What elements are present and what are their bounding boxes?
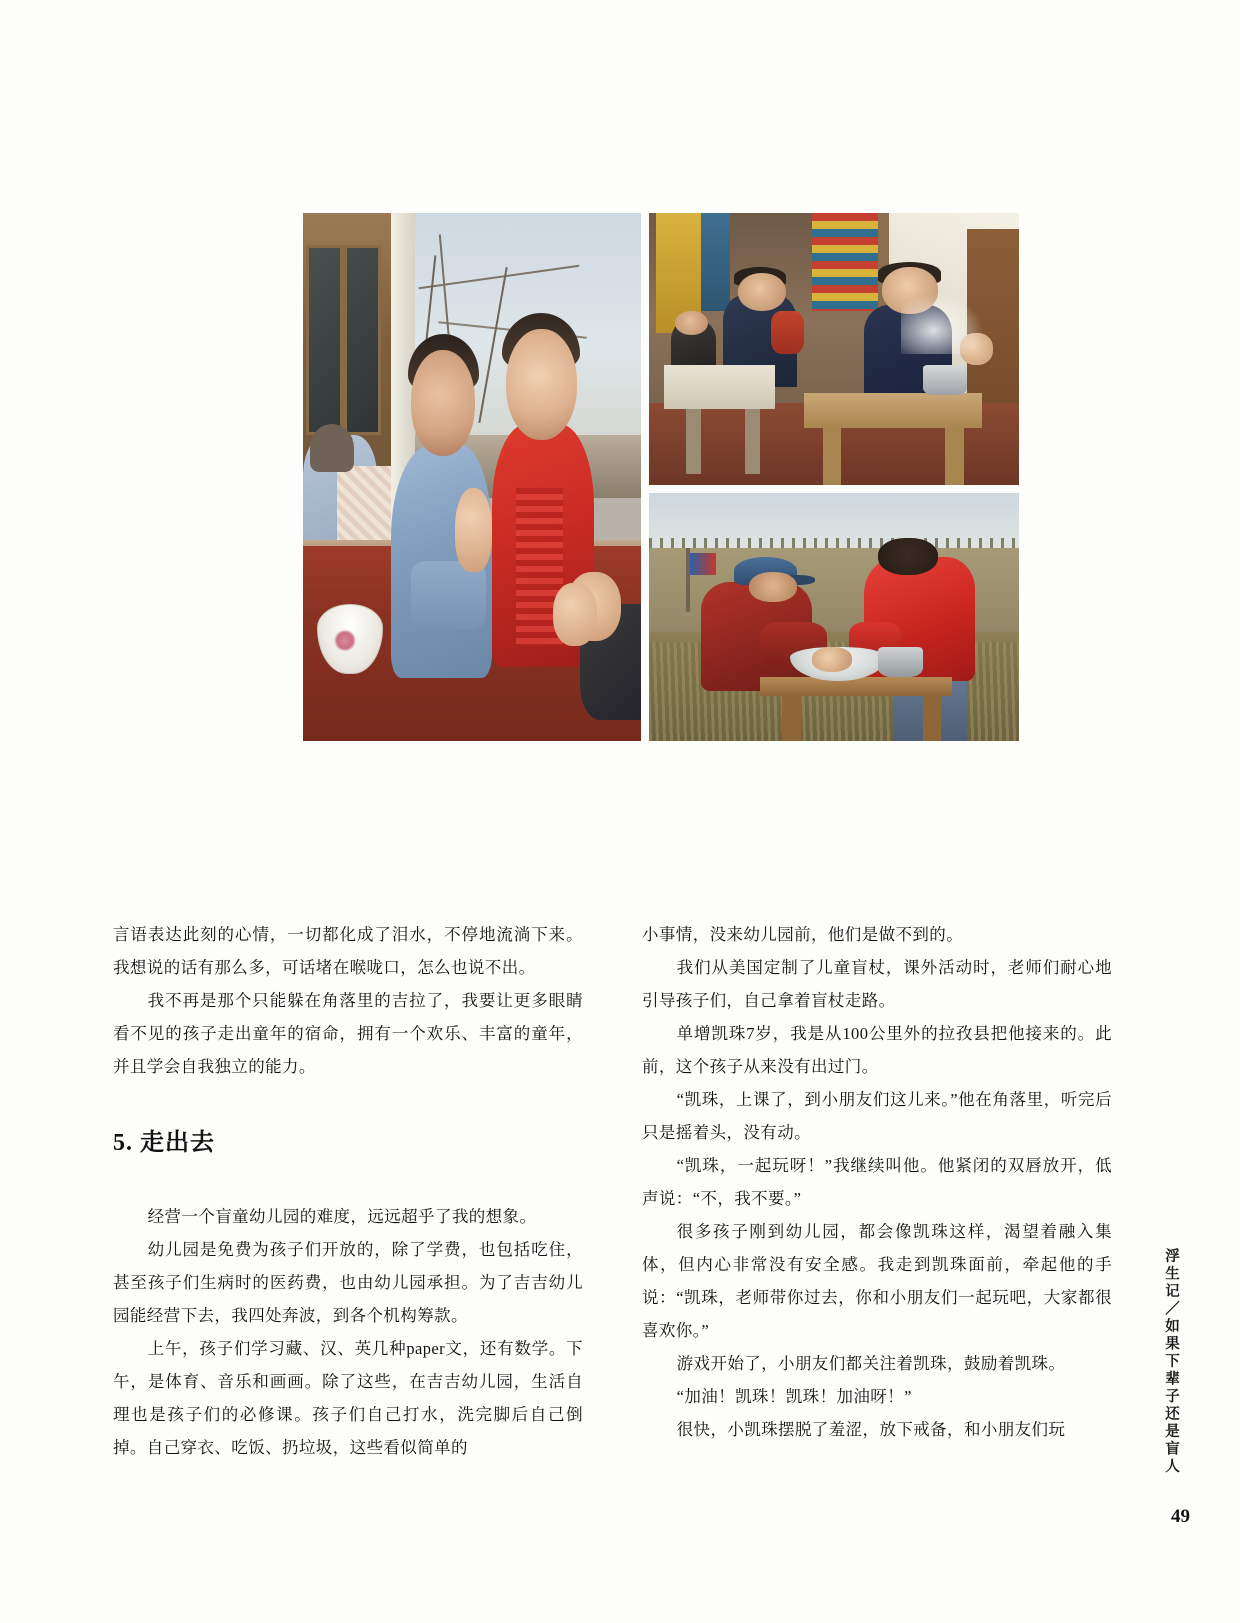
paragraph: 小事情，没来幼儿园前，他们是做不到的。 — [642, 925, 964, 944]
desk-leg — [745, 403, 760, 474]
boy-hands — [455, 488, 492, 572]
boy-face — [411, 350, 475, 456]
photo-collage — [303, 213, 1019, 741]
paragraph: “凯珠，上课了，到小朋友们这儿来。”他在角落里，听完后只是摇着头，没有动。 — [642, 1090, 1112, 1142]
desk-leg — [823, 425, 842, 485]
running-title: 浮生记／如果下辈子还是盲人 — [1163, 1248, 1179, 1476]
boy-face — [749, 572, 797, 602]
photo-washing-outdoors — [649, 493, 1019, 741]
child-eating-face — [738, 273, 786, 311]
paragraph: 我们从美国定制了儿童盲杖，课外活动时，老师们耐心地引导孩子们，自己拿着盲杖走路。 — [642, 958, 1112, 1010]
paragraph: 经营一个盲童幼儿园的难度，远远超乎了我的想象。 — [147, 1207, 537, 1226]
photo-two-children-at-table — [303, 213, 641, 741]
paragraph: 游戏开始了，小朋友们都关注着凯珠，鼓励着凯珠。 — [676, 1354, 1066, 1373]
girl-face — [506, 329, 577, 440]
metal-pot — [923, 365, 967, 395]
white-desk — [664, 365, 775, 409]
desk-leg — [945, 425, 964, 485]
bench-leg — [923, 691, 942, 741]
background-child-hair — [310, 424, 354, 472]
paragraph: 幼儿园是免费为孩子们开放的，除了学费，也包括吃住，甚至孩子们生病时的医药费，也由幼儿园承担。为了吉吉幼儿园能经营下去，我四处奔波，到各个机构筹款。 — [113, 1240, 583, 1325]
body-text-left-column — [113, 918, 583, 1464]
child-eating-arm — [771, 311, 804, 355]
paragraph: 很多孩子刚到幼儿园，都会像凯珠这样，渴望着融入集体，但内心非常没有安全感。我走到凯珠面前，牵起他的手说：“凯珠，老师带你过去，你和小朋友们一起玩吧，大家都很喜欢你。” — [642, 1222, 1112, 1340]
steam — [901, 295, 982, 355]
boy-hand — [812, 647, 853, 672]
body-text-right-column — [642, 918, 1112, 1446]
prayer-flag — [690, 553, 716, 575]
section-heading: 5. 走出去 — [113, 1130, 215, 1156]
girl-head — [878, 538, 937, 575]
paragraph: 我不再是那个只能躲在角落里的吉拉了，我要让更多眼睛看不见的孩子走出童年的宿命，拥有一个欢乐、丰富的童年，并且学会自我独立的能力。 — [113, 991, 583, 1076]
hanging-banner — [812, 213, 879, 311]
girl-hand — [553, 583, 597, 646]
blue-curtain — [701, 213, 731, 311]
desk-leg — [686, 403, 701, 474]
paragraph: 很快，小凯珠摆脱了羞涩，放下戒备，和小朋友们玩 — [676, 1420, 1066, 1439]
wooden-bench — [760, 677, 952, 697]
page-number: 49 — [1171, 1506, 1190, 1527]
paragraph: “凯珠，一起玩呀！”我继续叫他。他紧闭的双唇放开，低声说：“不，我不要。” — [642, 1156, 1112, 1208]
paragraph: 上午，孩子们学习藏、汉、英几种paper文，还有数学。下午，是体育、音乐和画画。除了这些，在吉吉幼儿园，生活自理也是孩子们的必修课。孩子们自己打水，洗完脚后自己倒掉。自己穿衣、吃饭、扔垃圾，这些看似简单的 — [113, 1339, 583, 1457]
paragraph: 单增凯珠7岁，我是从100公里外的拉孜县把他接来的。此前，这个孩子从来没有出过门。 — [642, 1024, 1112, 1076]
paragraph: 言语表达此刻的心情，一切都化成了泪水，不停地流淌下来。我想说的话有那么多，可话堵在喉咙口，怎么也说不出。 — [113, 925, 583, 977]
bench-leg — [782, 691, 801, 741]
window-mullion — [340, 245, 347, 435]
wooden-desk — [804, 393, 982, 428]
paragraph: “加油！凯珠！凯珠！加油呀！” — [676, 1387, 912, 1406]
photo-classroom-eating — [649, 213, 1019, 485]
metal-pot — [878, 647, 922, 677]
